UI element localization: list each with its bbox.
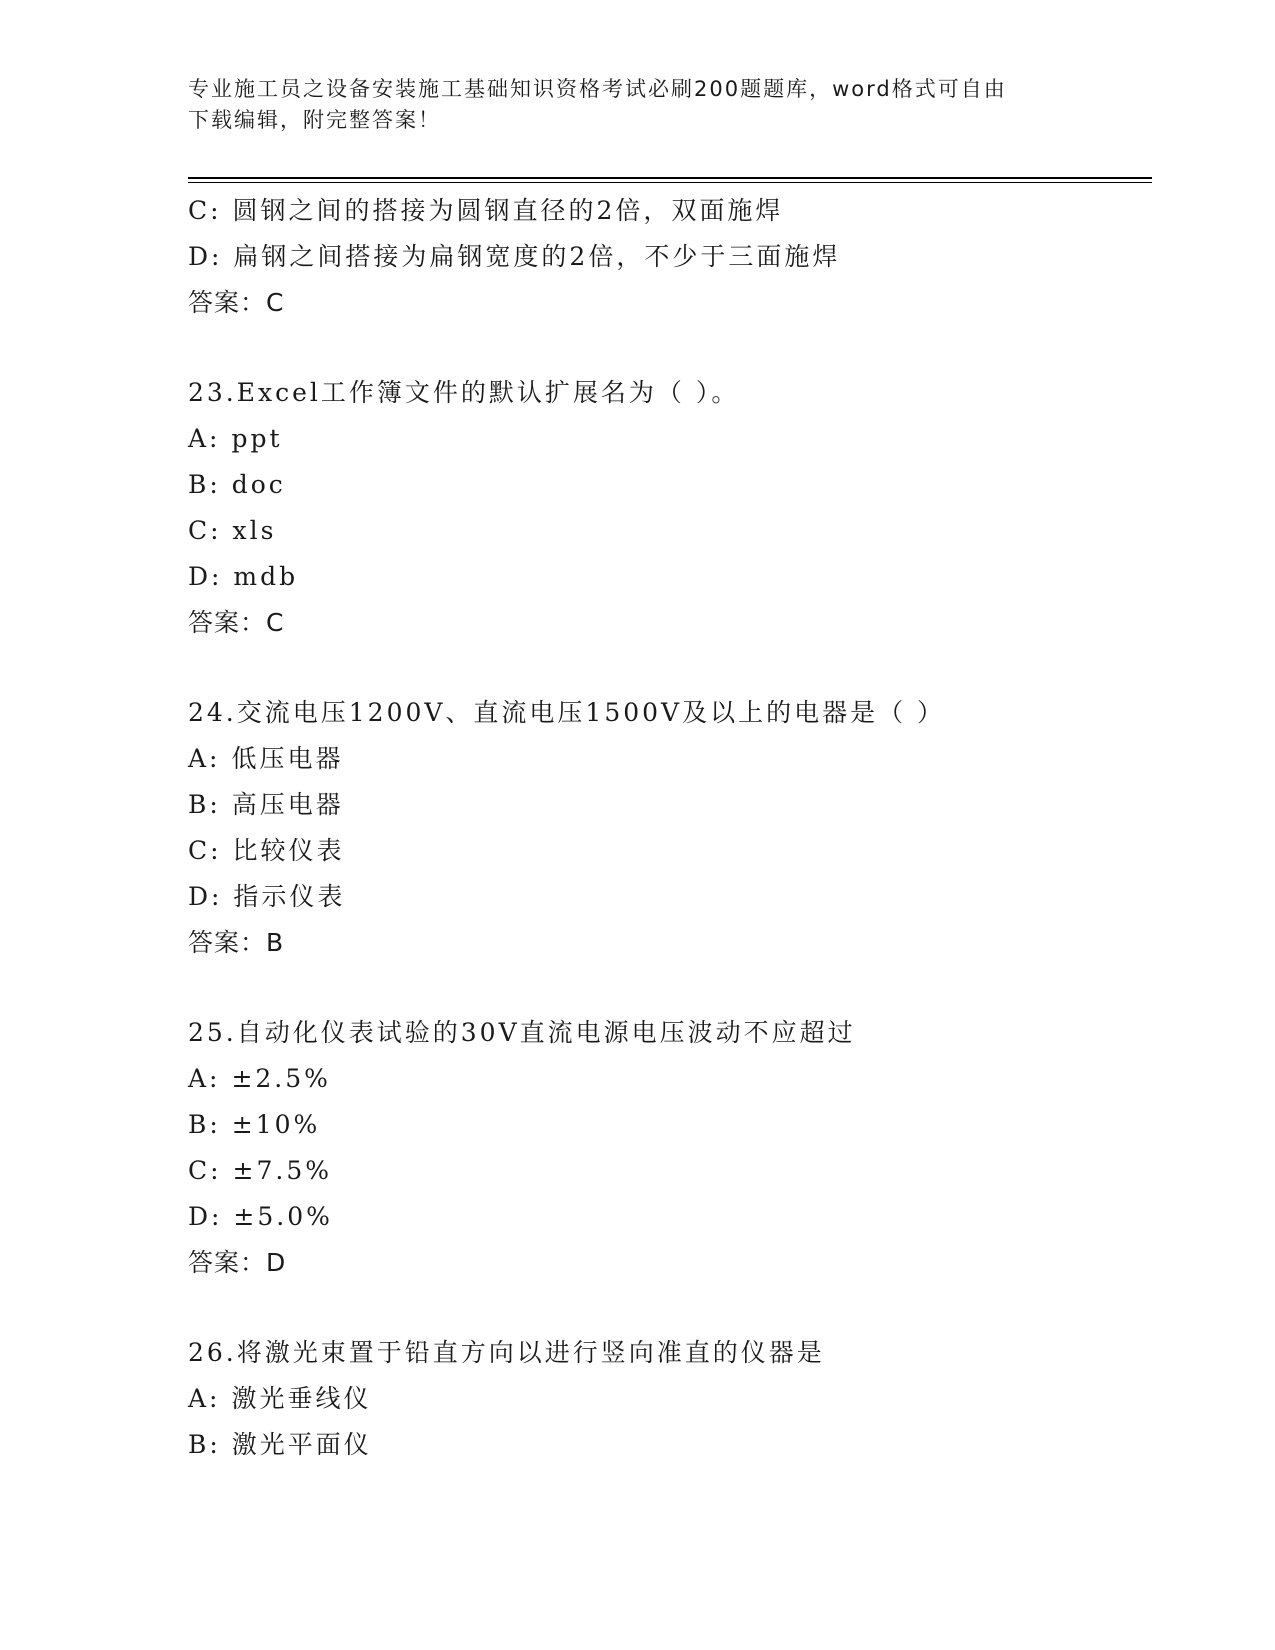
option-a: A: 低压电器 [188,744,344,773]
option-b: B: 激光平面仪 [188,1430,372,1459]
header-rule-thin [188,182,1152,183]
header-line-1: 专业施工员之设备安装施工基础知识资格考试必刷200题题库，word格式可自由 [188,77,1007,101]
option-c: C: 圆钢之间的搭接为圆钢直径的2倍，双面施焊 [188,196,784,225]
answer-line: 答案：C [188,608,285,637]
document-header [188,74,1088,136]
question-title: 23.Excel工作簿文件的默认扩展名为（ ）。 [188,378,740,407]
option-c: C: xls [188,516,277,545]
option-c: C: ±7.5% [188,1156,332,1185]
answer-line: 答案：C [188,288,285,317]
option-d: D: 扁钢之间搭接为扁钢宽度的2倍，不少于三面施焊 [188,242,841,271]
option-d: D: 指示仪表 [188,882,346,911]
option-b: B: 高压电器 [188,790,344,819]
option-d: D: ±5.0% [188,1202,333,1231]
header-line-2: 下载编辑，附完整答案！ [188,108,441,132]
option-a: A: ppt [188,424,283,453]
question-title: 25.自动化仪表试验的30V直流电源电压波动不应超过 [188,1018,856,1047]
answer-line: 答案：D [188,1248,287,1277]
question-title: 26.将激光束置于铅直方向以进行竖向准直的仪器是 [188,1338,825,1367]
option-a: A: 激光垂线仪 [188,1384,372,1413]
question-title: 24.交流电压1200V、直流电压1500V及以上的电器是（ ） [188,698,946,727]
option-c: C: 比较仪表 [188,836,345,865]
answer-line: 答案：B [188,928,285,957]
question-block-prev [188,188,1152,326]
header-rule-thick [188,177,1152,179]
option-a: A: ±2.5% [188,1064,331,1093]
option-b: B: doc [188,470,286,499]
question-block-23 [188,370,1152,646]
question-list [188,188,1152,1468]
option-b: B: ±10% [188,1110,321,1139]
option-d: D: mdb [188,562,299,591]
question-block-25 [188,1010,1152,1286]
question-block-26 [188,1330,1152,1468]
question-block-24 [188,690,1152,966]
